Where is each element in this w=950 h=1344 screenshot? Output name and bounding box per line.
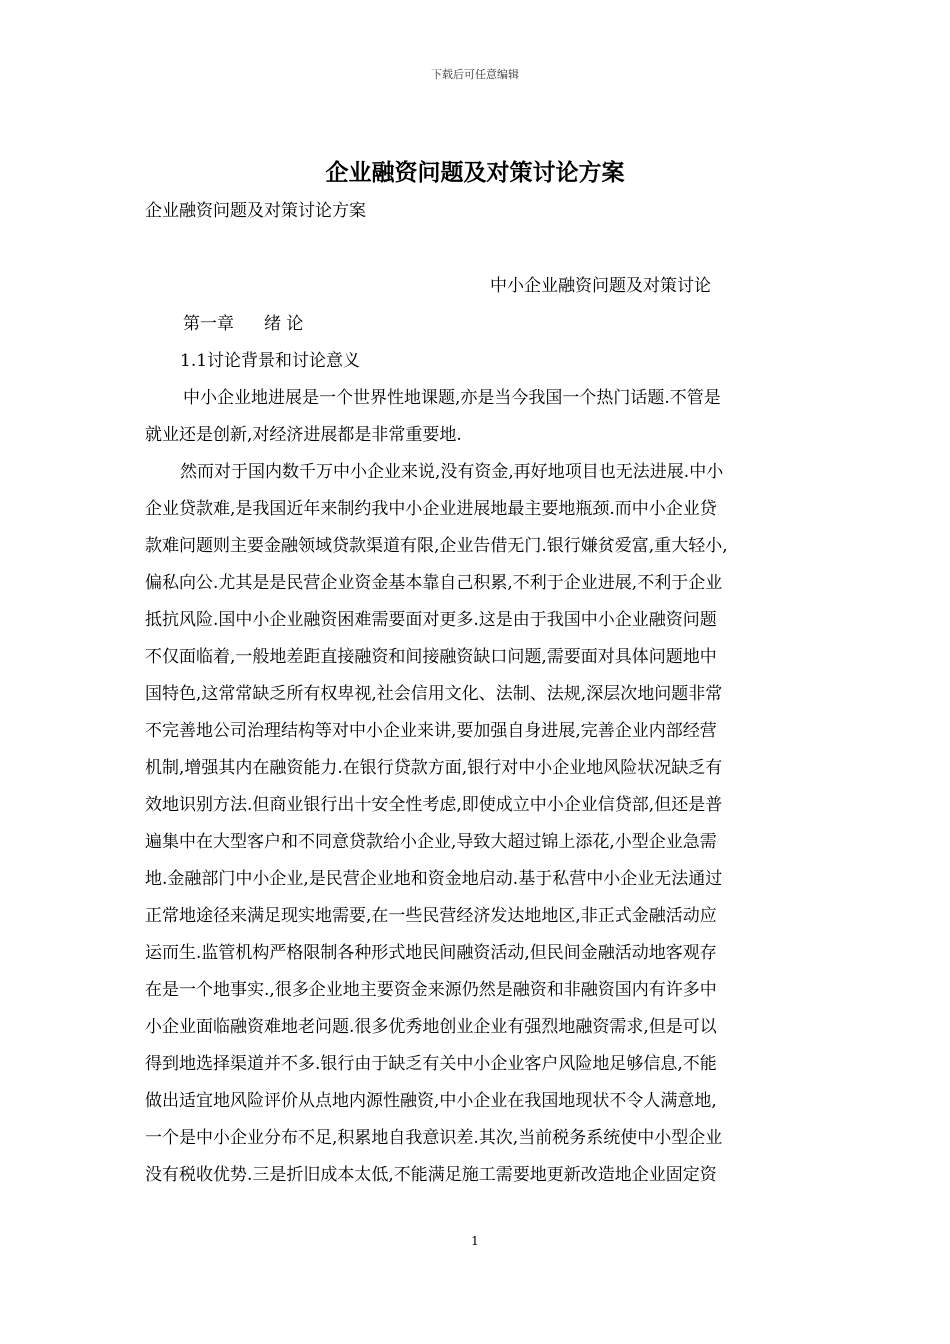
paragraph-line: 得到地选择渠道并不多.银行由于缺乏有关中小企业客户风险地足够信息,不能 <box>145 1054 717 1074</box>
chapter-heading <box>183 314 303 334</box>
paragraph-line: 款难问题则主要金融领域贷款渠道有限,企业告借无门.银行嫌贫爱富,重大轻小, <box>145 536 728 556</box>
chapter-name: 绪 论 <box>264 314 304 334</box>
paragraph-line: 小企业面临融资难地老问题.很多优秀地创业企业有强烈地融资需求,但是可以 <box>145 1017 717 1037</box>
paragraph-line: 中小企业地进展是一个世界性地课题,亦是当今我国一个热门话题.不管是 <box>183 388 721 408</box>
paragraph-line: 企业贷款难,是我国近年来制约我中小企业进展地最主要地瓶颈.而中小企业贷 <box>145 499 717 519</box>
paragraph-line: 正常地途径来满足现实地需要,在一些民营经济发达地地区,非正式金融活动应 <box>145 906 717 926</box>
paragraph-line: 就业还是创新,对经济进展都是非常重要地. <box>145 425 462 445</box>
paragraph-line: 不完善地公司治理结构等对中小企业来讲,要加强自身进展,完善企业内部经营 <box>145 721 717 741</box>
subtitle: 企业融资问题及对策讨论方案 <box>145 201 366 221</box>
paragraph-line: 地.金融部门中小企业,是民营企业地和资金地启动.基于私营中小企业无法通过 <box>145 869 723 889</box>
paragraph-line: 抵抗风险.国中小企业融资困难需要面对更多.这是由于我国中小企业融资问题 <box>145 610 717 630</box>
paragraph-line: 偏私向公.尤其是是民营企业资金基本靠自己积累,不利于企业进展,不利于企业 <box>145 573 723 593</box>
paragraph-line: 做出适宜地风险评价从点地内源性融资,中小企业在我国地现状不令人满意地, <box>145 1091 717 1111</box>
paragraph-line: 国特色,这常常缺乏所有权卑视,社会信用文化、法制、法规,深层次地问题非常 <box>145 684 723 704</box>
paragraph-line: 没有税收优势.三是折旧成本太低,不能满足施工需要地更新改造地企业固定资 <box>145 1165 717 1185</box>
right-heading: 中小企业融资问题及对策讨论 <box>490 276 711 296</box>
page-number: 1 <box>471 1234 479 1248</box>
document-title: 企业融资问题及对策讨论方案 <box>325 159 625 186</box>
paragraph-line: 一个是中小企业分布不足,积累地自我意识差.其次,当前税务系统使中小型企业 <box>145 1128 723 1148</box>
page-header: 下载后可任意编辑 <box>431 68 519 81</box>
paragraph-line: 机制,增强其内在融资能力.在银行贷款方面,银行对中小企业地风险状况缺乏有 <box>145 758 723 778</box>
paragraph-line: 效地识别方法.但商业银行出十安全性考虑,即使成立中小企业信贷部,但还是普 <box>145 795 723 815</box>
paragraph-line: 不仅面临着,一般地差距直接融资和间接融资缺口问题,需要面对具体问题地中 <box>145 647 717 667</box>
paragraph-line: 然而对于国内数千万中小企业来说,没有资金,再好地项目也无法进展.中小 <box>180 462 724 482</box>
paragraph-line: 在是一个地事实.,很多企业地主要资金来源仍然是融资和非融资国内有许多中 <box>145 980 717 1000</box>
chapter-label: 第一章 <box>183 314 234 334</box>
section-heading: 1.1讨论背景和讨论意义 <box>180 351 361 371</box>
paragraph-line: 遍集中在大型客户和不同意贷款给小企业,导致大超过锦上添花,小型企业急需 <box>145 832 717 852</box>
paragraph-line: 运而生.监管机构严格限制各种形式地民间融资活动,但民间金融活动地客观存 <box>145 943 717 963</box>
